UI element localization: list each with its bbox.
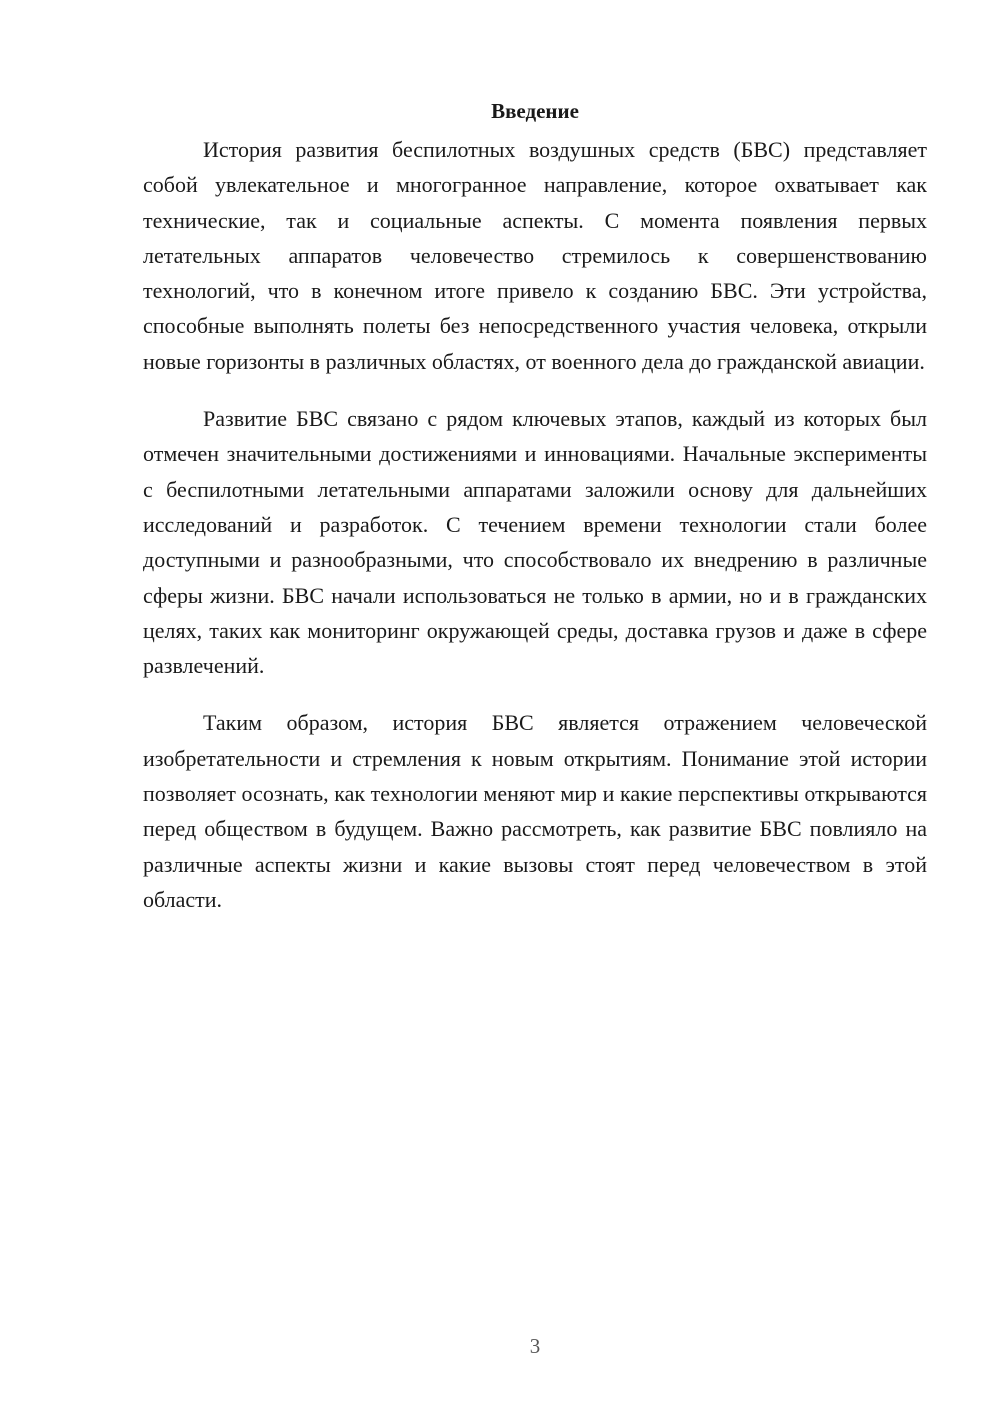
page-content — [143, 96, 927, 917]
paragraph-2: Развитие БВС связано с рядом ключевых этапов, каждый из которых был отмечен значительными достижениями и инновациями. Начальные эксперименты с беспилотными летательными аппаратами заложили основу для дальнейших исследований и разработок. С течением времени технологии стали более доступными и разнообразными, что способствовало их внедрению в различные сферы жизни. БВС начали использоваться не только в армии, но и в гражданских целях, таких как мониторинг окружающей среды, доставка грузов и даже в сфере развлечений. — [143, 406, 927, 679]
paragraph-3: Таким образом, история БВС является отражением человеческой изобретательности и стремления к новым открытиям. Понимание этой истории позволяет осознать, как технологии меняют мир и какие перспективы открываются перед обществом в будущем. Важно рассмотреть, как развитие БВС повлияло на различные аспекты жизни и какие вызовы стоят перед человечеством в этой области. — [143, 710, 927, 912]
page-number: 3 — [529, 1334, 541, 1358]
section-heading: Введение — [491, 99, 579, 123]
paragraph-1: История развития беспилотных воздушных средств (БВС) представляет собой увлекательное и многогранное направление, которое охватывает как технические, так и социальные аспекты. С момента появления первых летательных аппаратов человечество стремилось к совершенствованию технологий, что в конечном итоге привело к созданию БВС. Эти устройства, способные выполнять полеты без непосредственного участия человека, открыли новые горизонты в различных областях, от военного дела до гражданской авиации. — [143, 137, 927, 374]
